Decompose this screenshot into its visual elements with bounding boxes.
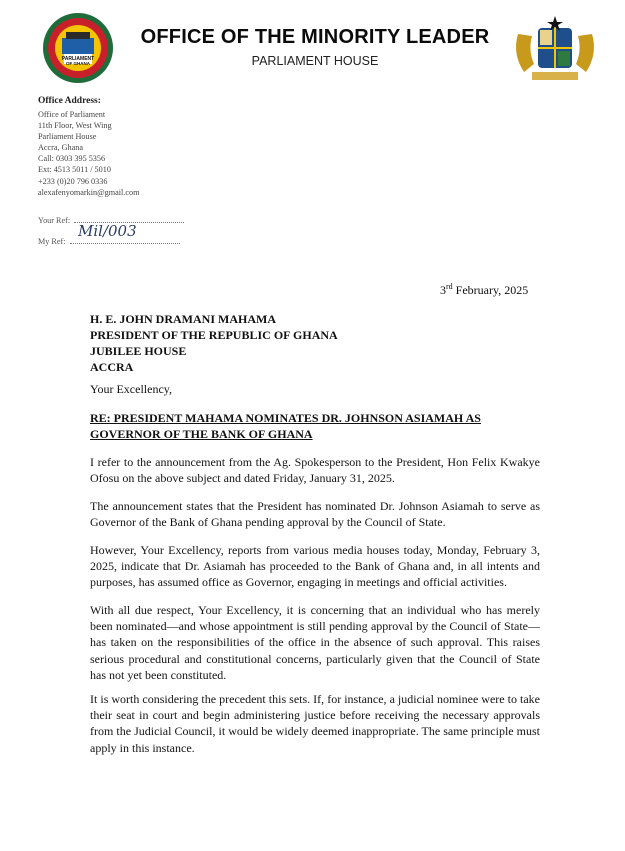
recipient-address: JUBILEE HOUSE [90, 344, 187, 358]
parliament-seal-icon [42, 12, 114, 84]
recipient-city: ACCRA [90, 360, 134, 374]
subject-line-1: RE: PRESIDENT MAHAMA NOMINATES DR. JOHNSON ASIAMAH AS [90, 411, 481, 425]
recipient-name: H. E. JOHN DRAMANI MAHAMA [90, 312, 276, 326]
address-line: 11th Floor, West Wing [38, 121, 112, 131]
date-rest: February, 2025 [452, 283, 529, 297]
address-line: Parliament House [38, 132, 97, 142]
office-subtitle: PARLIAMENT HOUSE [251, 54, 379, 68]
body-paragraph: It is worth considering the precedent this sets. If, for instance, a judicial nominee were to take their seat in court and begin administering justice before receiving the necessary approvals from the Judicial Council, it would be widely deemed inappropriate. The same principle must apply in this instance. [90, 692, 540, 755]
recipient-title: PRESIDENT OF THE REPUBLIC OF GHANA [90, 328, 338, 342]
address-line: Office of Parliament [38, 110, 106, 119]
subject-line-2: GOVERNOR OF THE BANK OF GHANA [90, 427, 313, 441]
address-line: Accra, Ghana [38, 143, 84, 153]
your-ref-label: Your Ref: [38, 216, 71, 225]
body-paragraph: With all due respect, Your Excellency, it is concerning that an individual who has merely been nominated—and whose appointment is still pending approval by the Council of State—has taken on the responsibilities of the office in the absence of such approval. This raises serious procedural and constitutional concerns, particularly given that the Council of State has not yet been constituted. [90, 603, 540, 682]
my-ref-label: My Ref: [38, 237, 66, 246]
my-ref-handwritten: Mil/003 [78, 222, 137, 240]
seal-text-bottom: OF GHANA [66, 61, 90, 66]
body-paragraph: The announcement states that the President has nominated Dr. Johnson Asiamah to serve as Governor of the Bank of Ghana pending approval by the Council of State. [90, 499, 540, 530]
date-day: 3 [440, 283, 446, 297]
address-heading: Office Address: [38, 96, 101, 106]
address-line: Call: 0303 395 5356 [38, 154, 106, 164]
ghana-coat-of-arms-icon [510, 14, 600, 86]
body-paragraph: I refer to the announcement from the Ag. Spokesperson to the President, Hon Felix Kwakye Ofosu on the above subject and dated Friday, January 31, 2025. [90, 455, 540, 486]
address-line: Ext: 4513 5011 / 5010 [38, 165, 111, 175]
address-lines [38, 109, 139, 198]
letter-date [440, 282, 528, 298]
seal-text-top: PARLIAMENT [61, 56, 95, 62]
body-paragraph: However, Your Excellency, reports from various media houses today, Monday, February 3, 2025, indicate that Dr. Asiamah has proceeded to the Bank of Ghana and, in all intents and purposes, has assumed office as Governor, engaging in meetings and official activities. [90, 543, 540, 590]
salutation: Your Excellency, [90, 382, 172, 396]
subject-line [90, 410, 538, 442]
recipient-block [90, 311, 338, 375]
address-email: alexafenyomarkin@gmail.com [38, 187, 140, 197]
date-suffix: rd [446, 282, 453, 291]
address-line: +233 (0)20 796 0336 [38, 176, 108, 186]
office-title: OFFICE OF THE MINORITY LEADER [140, 26, 490, 48]
